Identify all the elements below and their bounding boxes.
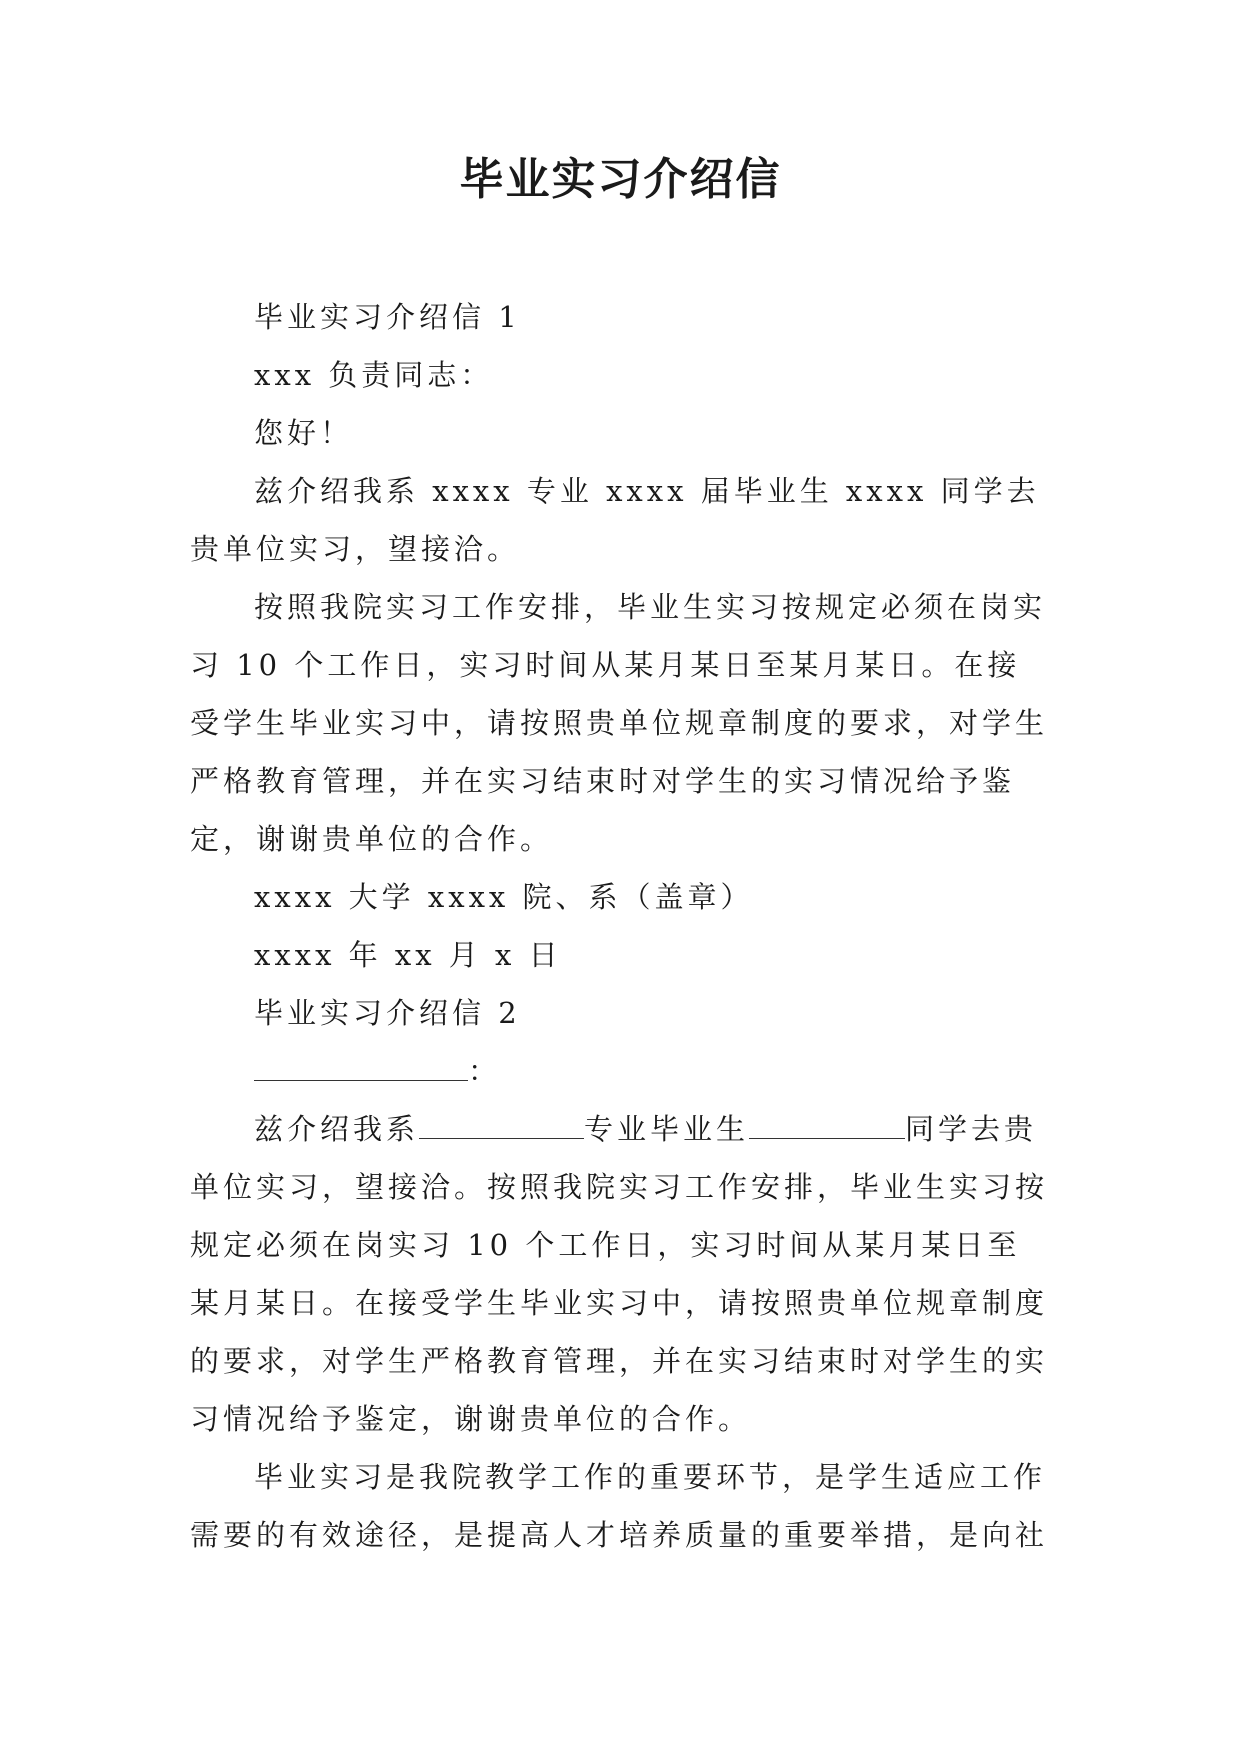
letter1-heading: 毕业实习介绍信 1 [254, 300, 521, 334]
letter1-paragraph-1: 兹介绍我系 xxxx 专业 xxxx 届毕业生 xxxx 同学去贵单位实习，望接洽。 [190, 474, 1040, 566]
addressee-blank-line [254, 1054, 468, 1081]
student-blank-line [749, 1112, 905, 1139]
letter2-paragraph-2: 毕业实习是我院教学工作的重要环节，是学生适应工作需要的有效途径，是提高人才培养质量的重要举措，是向社 [190, 1460, 1049, 1552]
letter1-greeting: 您好！ [254, 416, 354, 450]
letter2-salutation [190, 1042, 1048, 1100]
para1-text-b: 专业毕业生 [584, 1112, 750, 1146]
salutation-colon: ： [468, 1054, 502, 1088]
letter2-heading: 毕业实习介绍信 2 [254, 996, 521, 1030]
major-blank-line [419, 1112, 584, 1139]
para1-text-c: 同学去贵单位实习，望接洽。按照我院实习工作安排，毕业生实习按规定必须在岗实习 10 个工作日，实习时间从某月某日至某月某日。在接受学生毕业实习中，请按照贵单位规章制度的要求，对学生严格教育管理，并在实习结束时对学生的实习情况给予鉴定，谢谢贵单位的合作。 [190, 1112, 1049, 1436]
document-title: 毕业实习介绍信 [459, 154, 782, 205]
para1-text-a: 兹介绍我系 [254, 1112, 420, 1146]
letter1-date: xxxx 年 xx 月 x 日 [254, 938, 562, 972]
letter1-paragraph-2: 按照我院实习工作安排，毕业生实习按规定必须在岗实习 10 个工作日，实习时间从某月某日至某月某日。在接受学生毕业实习中，请按照贵单位规章制度的要求，对学生严格教育管理，并在实习结束时对学生的实习情况给予鉴定，谢谢贵单位的合作。 [190, 590, 1049, 856]
document-body [190, 288, 1048, 1564]
letter1-salutation: xxx 负责同志： [254, 358, 494, 392]
letter1-signature: xxxx 大学 xxxx 院、系（盖章） [254, 880, 754, 914]
letter2-paragraph-1 [190, 1100, 1048, 1448]
